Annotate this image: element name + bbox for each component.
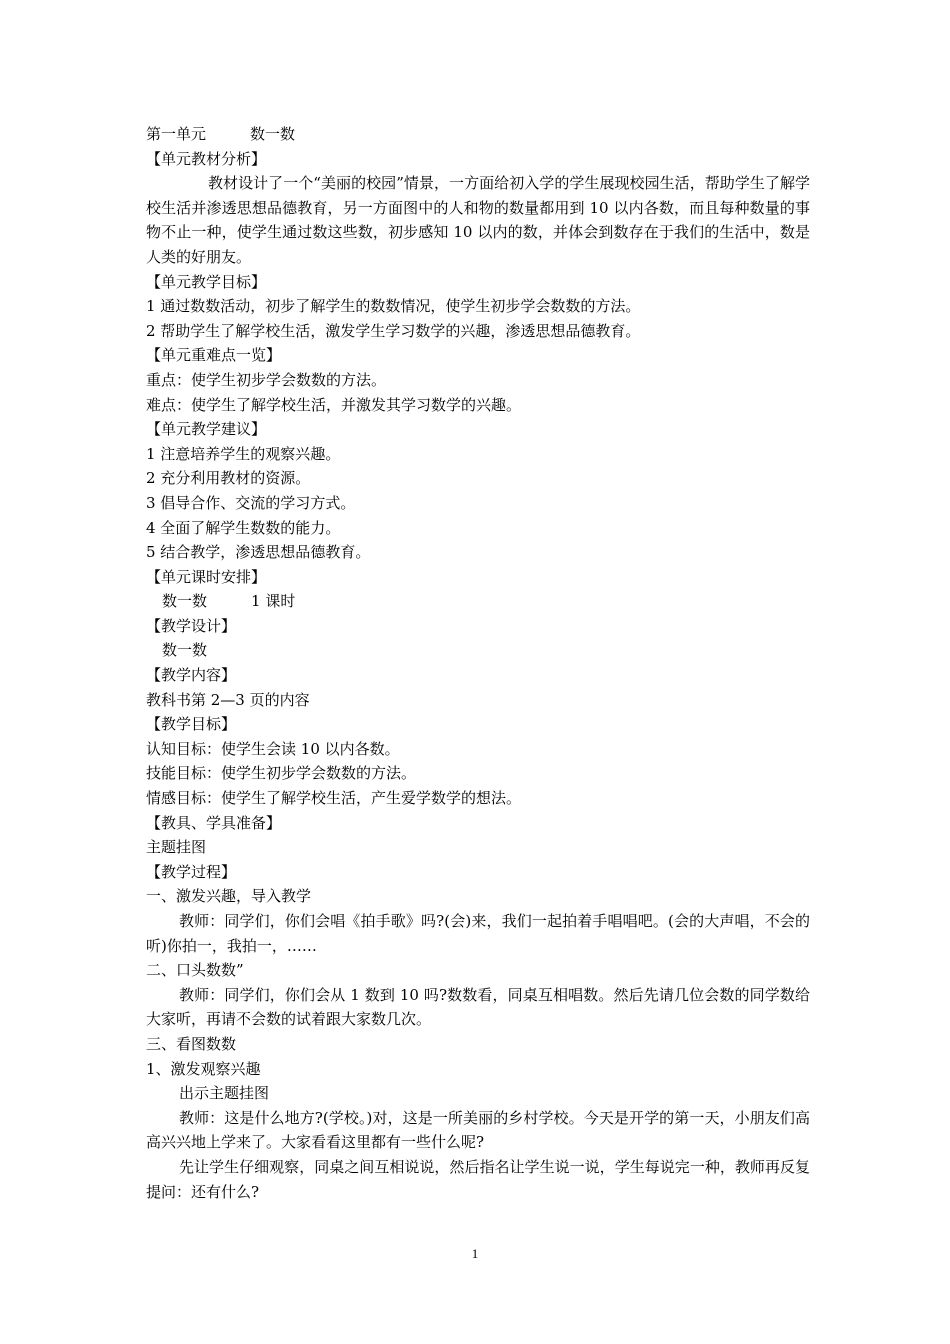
design-lesson: 数一数 bbox=[162, 641, 208, 660]
key-point-item: 难点：使学生了解学校生活，并激发其学习数学的兴趣。 bbox=[146, 395, 522, 414]
unit-title-name: 数一数 bbox=[250, 125, 296, 143]
goals-heading: 【单元教学目标】 bbox=[146, 272, 267, 291]
objectives-heading: 【教学目标】 bbox=[146, 715, 237, 734]
analysis-paragraph: 教材设计了一个“美丽的校园”情景，一方面给初入学的学生展现校园生活，帮助学生了解学校生活并渗透思想品德教育，另一方面图中的人和物的数量都用到 10 以内各数，而且每种数量的事物不止一种，使学生通过数这些数，初步感知 10 以内的数，并体会到数存在于我们的生活中，数是人类的好朋友。 bbox=[146, 174, 810, 266]
process-heading: 【教学过程】 bbox=[146, 862, 237, 881]
goal-item: 1 通过数数活动，初步了解学生的数数情况，使学生初步学会数数的方法。 bbox=[146, 297, 641, 316]
objective-item: 技能目标：使学生初步学会数数的方法。 bbox=[146, 764, 417, 783]
unit-title-number: 第一单元 bbox=[146, 125, 207, 143]
key-point-item: 重点：使学生初步学会数数的方法。 bbox=[146, 370, 387, 389]
process-step3-subtitle: 1、激发观察兴趣 bbox=[146, 1059, 261, 1078]
suggestion-item: 2 充分利用教材的资源。 bbox=[146, 469, 311, 488]
process-step2-text: 教师：同学们，你们会从 1 数到 10 吗?数数看，同桌互相唱数。然后先请几位会数的同学数给大家听，再请不会数的试着跟大家数几次。 bbox=[146, 985, 810, 1029]
content-heading: 【教学内容】 bbox=[146, 666, 237, 685]
unit-title bbox=[146, 122, 810, 147]
page-number: 1 bbox=[471, 1246, 479, 1261]
objective-item: 情感目标：使学生了解学校生活，产生爱学数学的想法。 bbox=[146, 789, 522, 808]
suggestions-heading: 【单元教学建议】 bbox=[146, 420, 267, 439]
process-step2-title: 二、口头数数” bbox=[146, 961, 244, 980]
schedule-lesson: 数一数 bbox=[162, 592, 208, 611]
document-body bbox=[146, 122, 810, 1204]
process-step3-show: 出示主题挂图 bbox=[179, 1084, 270, 1103]
key-points-heading: 【单元重难点一览】 bbox=[146, 346, 282, 365]
schedule-row bbox=[146, 589, 810, 614]
process-step3-text2: 先让学生仔细观察，同桌之间互相说说，然后指名让学生说一说，学生每说完一种，教师再反复提问：还有什么? bbox=[146, 1157, 810, 1201]
suggestion-item: 4 全面了解学生数数的能力。 bbox=[146, 518, 341, 537]
content-text: 教科书第 2—3 页的内容 bbox=[146, 690, 310, 709]
materials-heading: 【教具、学具准备】 bbox=[146, 813, 282, 832]
schedule-heading: 【单元课时安排】 bbox=[146, 567, 267, 586]
analysis-heading: 【单元教材分析】 bbox=[146, 149, 267, 168]
goal-item: 2 帮助学生了解学校生活，激发学生学习数学的兴趣，渗透思想品德教育。 bbox=[146, 321, 641, 340]
materials-text: 主题挂图 bbox=[146, 838, 207, 857]
suggestion-item: 3 倡导合作、交流的学习方式。 bbox=[146, 493, 356, 512]
process-step3-title: 三、看图数数 bbox=[146, 1034, 237, 1053]
design-heading: 【教学设计】 bbox=[146, 616, 237, 635]
schedule-hours: 1 课时 bbox=[251, 592, 296, 611]
process-step1-title: 一、激发兴趣，导入教学 bbox=[146, 887, 312, 906]
process-step1-text: 教师：同学们，你们会唱《拍手歌》吗?(会)来，我们一起拍着手唱唱吧。(会的大声唱，不会的听)你拍一，我拍一，…… bbox=[146, 912, 810, 955]
suggestion-item: 1 注意培养学生的观察兴趣。 bbox=[146, 444, 341, 463]
process-step3-text1: 教师：这是什么地方?(学校。)对，这是一所美丽的乡村学校。今天是开学的第一天，小朋友们高高兴兴地上学来了。大家看看这里都有一些什么呢? bbox=[146, 1108, 810, 1152]
objective-item: 认知目标：使学生会读 10 以内各数。 bbox=[146, 739, 400, 758]
suggestion-item: 5 结合教学，渗透思想品德教育。 bbox=[146, 543, 371, 562]
